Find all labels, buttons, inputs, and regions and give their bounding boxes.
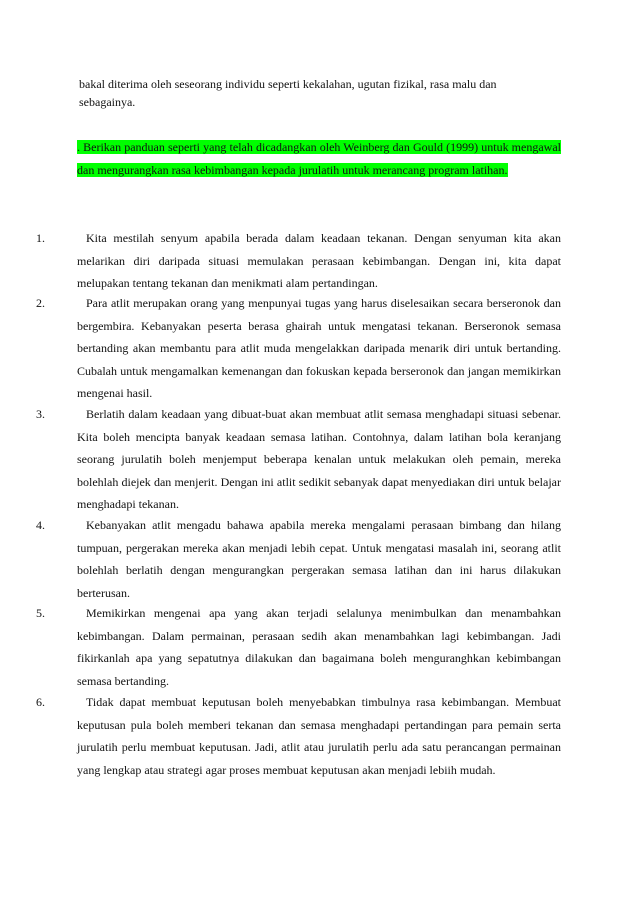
- highlighted-question-text: . Berikan panduan seperti yang telah dicadangkan oleh Weinberg dan Gould (1999) untuk mengawal dan mengurangkan rasa kebimbangan kepada jurulatih untuk merancang program latihan.: [77, 140, 561, 177]
- highlighted-question: [77, 136, 561, 181]
- list-item-number: 3.: [36, 407, 45, 421]
- list-item-text: Berlatih dalam keadaan yang dibuat-buat akan membuat atlit semasa menghadapi situasi sebenar. Kita boleh mencipta banyak keadaan semasa latihan. Contohnya, dalam latihan bola keranjang seorang jurulatih boleh menjemput beberapa kenalan untuk melakukan oleh pemain, mereka bolehlah diejek dan menjerit. Dengan ini atlit sedikit sebanyak dapat menyediakan diri untuk belajar menghadapi tekanan.: [77, 407, 561, 511]
- list-item-text: Kita mestilah senyum apabila berada dalam keadaan tekanan. Dengan senyuman kita akan melarikan diri daripada situasi memulakan perasaan kebimbangan. Dengan ini, kita dapat melupakan tentang tekanan dan menikmati alam pertandingan.: [77, 231, 561, 290]
- list-item-number: 1.: [36, 231, 45, 245]
- list-item-number: 6.: [36, 695, 45, 709]
- list-item-text: Tidak dapat membuat keputusan boleh menyebabkan timbulnya rasa kebimbangan. Membuat keputusan pula boleh memberi tekanan dan semasa menghadapi pertandingan para pemain serta jurulatih perlu membuat keputusan. Jadi, atlit atau jurulatih perlu ada satu perancangan permainan yang lengkap atau strategi agar proses membuat keputusan akan menjadi lebiih mudah.: [77, 695, 561, 777]
- list-item-number: 2.: [36, 296, 45, 310]
- list-item-text: Kebanyakan atlit mengadu bahawa apabila mereka mengalami perasaan bimbang dan hilang tumpuan, pergerakan mereka akan menjadi lebih cepat. Untuk mengatasi masalah ini, seorang atlit bolehlah berlatih dengan mengurangkan pergerakan semasa latihan dan ini harus dilakukan berterusan.: [77, 518, 561, 600]
- intro-paragraph: bakal diterima oleh seseorang individu seperti kekalahan, ugutan fizikal, rasa malu dan sebagainya.: [79, 77, 497, 109]
- list-item-text: Para atlit merupakan orang yang menpunyai tugas yang harus diselesaikan secara berseronok dan bergembira. Kebanyakan peserta berasa ghairah untuk mengatasi tekanan. Berseronok semasa bertanding akan membantu para atlit muda mengelakkan daripada menarik diri untuk bertanding. Cubalah untuk mengamalkan kemenangan dan fokuskan kepada berseronok dan jangan memikirkan mengenai hasil.: [77, 296, 561, 400]
- list-item-text: Memikirkan mengenai apa yang akan terjadi selalunya menimbulkan dan menambahkan kebimbangan. Dalam permainan, perasaan sedih akan menambahkan lagi kebimbangan. Jadi fikirkanlah apa yang sepatutnya dilakukan dan bagaimana boleh menguranghkan kebimbangan semasa bertanding.: [77, 606, 561, 688]
- list-item-number: 5.: [36, 606, 45, 620]
- list-item-number: 4.: [36, 518, 45, 532]
